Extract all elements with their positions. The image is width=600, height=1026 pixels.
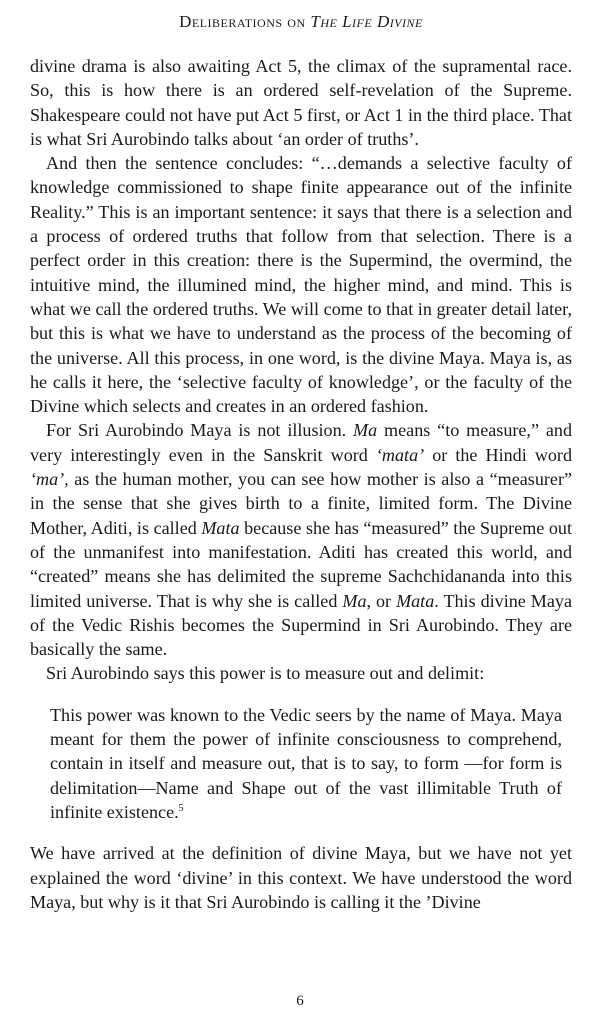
p3-mata-3: Mata <box>396 590 435 611</box>
p3-mata-2: Mata <box>201 517 240 538</box>
running-header <box>30 12 572 32</box>
p3-text-d: as the human mother, you can see how mother is also a “measurer” in the sense that she gives birth to a finite, limited form. The Divine Mother, Aditi, is called <box>30 469 572 538</box>
block-quote <box>50 703 562 824</box>
body-text <box>30 54 572 686</box>
paragraph-4: Sri Aurobindo says this power is to measure out and delimit: <box>46 663 485 684</box>
paragraph-2: And then the sentence concludes: “…demands a selective faculty of knowledge commissioned to shape finite appearance out of the infinite Reality.” This is an important sentence: it says that there is a selection and a process of ordered truths that follow from that selection. There is a perfect order in this creation: there is the Supermind, the overmind, the intuitive mind, the illumined mind, the higher mind, and mind. This is what we call the ordered truths. We will come to that in greater detail later, but this is what we have to understand as the process of the becoming of the universe. All this process, in one word, is the divine Maya. Maya is, as he calls it here, the ‘selective faculty of knowledge’, or the faculty of the Divine which selects and creates in an ordered fashion. <box>30 153 572 417</box>
paragraph-5: We have arrived at the definition of divine Maya, but we have not yet explained the word ‘divine’ in this context. We have understood the word Maya, but why is it that Sri Aurobindo is calling it the ’Divine <box>30 843 572 912</box>
p3-mata-1: ‘mata’ <box>375 444 425 465</box>
p3-text-a: For Sri Aurobindo Maya is not illusion. <box>46 420 354 441</box>
body-text-continued <box>30 841 572 914</box>
paragraph-3 <box>30 418 572 661</box>
quote-text: This power was known to the Vedic seers by the name of Maya. Maya meant for them the power of infinite consciousness to comprehend, contain in itself and measure out, that is to say, to form —for form is delimitation—Name and Shape out of the vast illimitable Truth of infinite existence. <box>50 704 562 822</box>
header-book-title: The Life Divine <box>310 12 423 31</box>
footnote-marker: 5 <box>178 802 184 814</box>
p3-ma-2: ‘ma’, <box>30 469 69 490</box>
p3-ma-1: Ma <box>353 420 378 441</box>
p3-text-e: because she has “measured” the Supreme out of the unmanifest into manifestation. Aditi has created this world, and “created” means she has delimited the supreme Sachchidananda into this limited universe. That is why she is called <box>30 517 572 611</box>
p3-text-f: , or <box>366 590 397 611</box>
p3-text-g: . This divine Maya of the Vedic Rishis becomes the Supermind in Sri Aurobindo. They are basically the same. <box>30 590 572 660</box>
header-prefix: Deliberations on <box>179 12 311 31</box>
p3-ma-3: Ma <box>342 590 367 611</box>
p3-text-c: or the Hindi word <box>424 444 573 465</box>
p3-text-b: means “to measure,” and very interestingly even in the Sanskrit word <box>30 420 572 465</box>
paragraph-1: divine drama is also awaiting Act 5, the climax of the supramental race. So, this is how there is an ordered self-revelation of the Supreme. Shakespeare could not have put Act 5 first, or Act 1 in the third place. That is what Sri Aurobindo talks about ‘an order of truths’. <box>30 56 572 149</box>
page-number: 6 <box>296 993 304 1009</box>
